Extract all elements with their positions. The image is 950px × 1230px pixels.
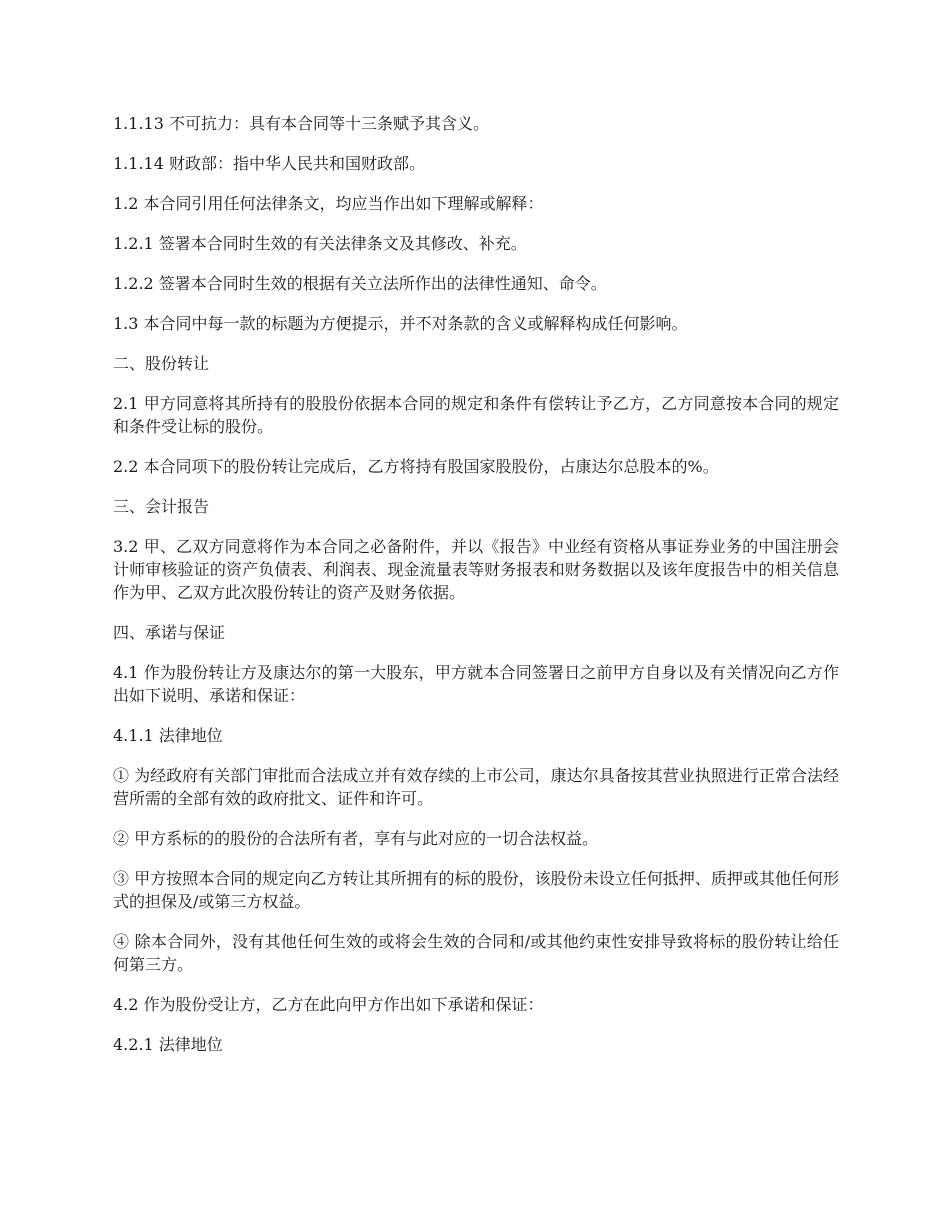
clause-4-1: 4.1 作为股份转让方及康达尔的第一大股东，甲方就本合同签署日之前甲方自身以及有关情况向乙方作出如下说明、承诺和保证： [113,663,839,705]
clause-4-1-1: 4.1.1 法律地位 [113,726,223,745]
clause-1-2-2: 1.2.2 签署本合同时生效的根据有关立法所作出的法律性通知、命令。 [113,274,607,293]
section-heading-share-transfer: 二、股份转让 [113,354,210,373]
clause-1-1-13: 1.1.13 不可抗力：具有本合同等十三条赋予其含义。 [113,114,489,133]
clause-3-2: 3.2 甲、乙双方同意将作为本合同之必备附件，并以《报告》中业经有资格从事证券业务的中国注册会计师审核验证的资产负债表、利润表、现金流量表等财务报表和财务数据以及该年度报告中的相关信息作为甲、乙双方此次股份转让的资产及财务依据。 [113,537,839,602]
document-body [113,112,839,1073]
clause-1-1-14: 1.1.14 财政部：指中华人民共和国财政部。 [113,154,425,173]
clause-2-2: 2.2 本合同项下的股份转让完成后，乙方将持有股国家股股份，占康达尔总股本的%。 [113,457,719,476]
clause-2-1: 2.1 甲方同意将其所持有的股股份依据本合同的规定和条件有偿转让予乙方，乙方同意按本合同的规定和条件受让标的股份。 [113,394,839,436]
item-3: ③ 甲方按照本合同的规定向乙方转让其所拥有的标的股份，该股份未设立任何抵押、质押或其他任何形式的担保及/或第三方权益。 [113,869,839,911]
item-1: ① 为经政府有关部门审批而合法成立并有效存续的上市公司，康达尔具备按其营业执照进行正常合法经营所需的全部有效的政府批文、证件和许可。 [113,766,839,808]
section-heading-undertakings: 四、承诺与保证 [113,623,226,642]
clause-4-2-1: 4.2.1 法律地位 [113,1035,223,1054]
clause-1-2-1: 1.2.1 签署本合同时生效的有关法律条文及其修改、补充。 [113,234,527,253]
item-2: ② 甲方系标的的股份的合法所有者，享有与此对应的一切合法权益。 [113,829,599,848]
clause-4-2: 4.2 作为股份受让方，乙方在此向甲方作出如下承诺和保证： [113,995,544,1014]
clause-1-3: 1.3 本合同中每一款的标题为方便提示，并不对条款的含义或解释构成任何影响。 [113,314,688,333]
clause-1-2: 1.2 本合同引用任何法律条文，均应当作出如下理解或解释： [113,194,544,213]
section-heading-accounting-report: 三、会计报告 [113,497,210,516]
item-4: ④ 除本合同外，没有其他任何生效的或将会生效的合同和/或其他约束性安排导致将标的股份转让给任何第三方。 [113,932,839,974]
